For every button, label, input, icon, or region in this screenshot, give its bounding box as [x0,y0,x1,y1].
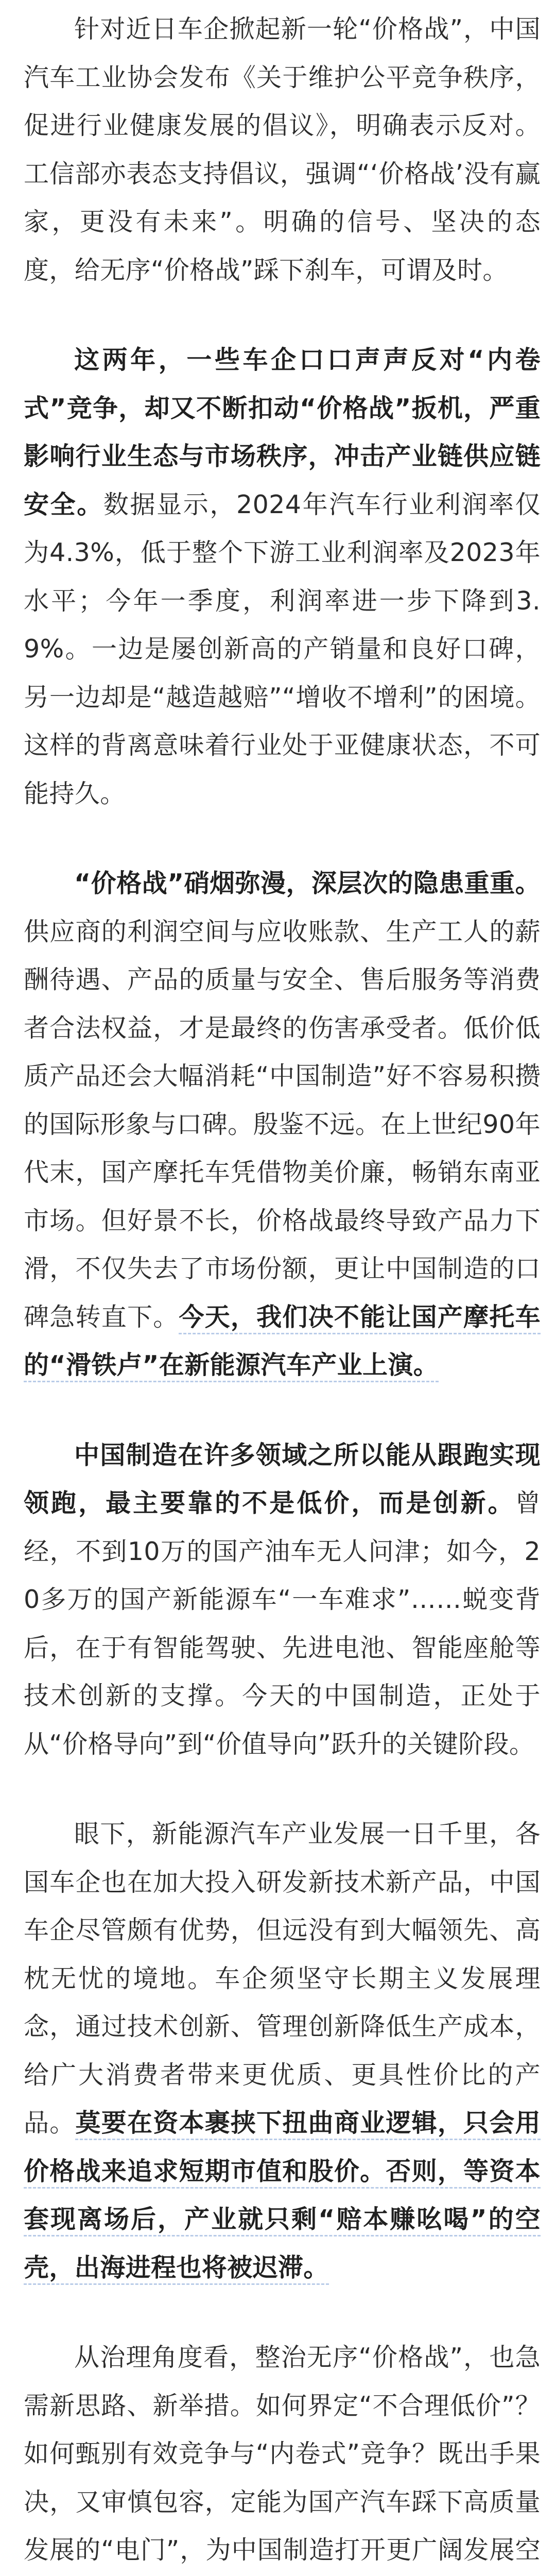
paragraph-3-bold-lead: “价格战”硝烟弥漫，深层次的隐患重重。 [74,869,541,898]
paragraph-5-text: 眼下，新能源汽车产业发展一日千里，各国车企也在加大投入研发新技术新产品，中国车企尽管颇有优势，但远没有到大幅领先、高枕无忧的境地。车企须坚守长期主义发展理念，通过技术创新、管理创新降低生产成本，给广大消费者带来更优质、更具性价比的产品。 [24,1819,541,2138]
paragraph-5-highlight: 莫要在资本裹挟下扭曲商业逻辑，只会用价格战来追求短期市值和股价。否则，等资本套现离场后，产业就只剩“赔本赚吆喝”的空壳，出海进程也将被迟滞。 [24,2108,541,2285]
paragraph-6 [24,2333,541,2576]
paragraph-2 [24,336,541,818]
paragraph-2-bold-lead: 这两年，一些车企口口声声反对“内卷式”竞争，却又不断扣动“价格战”扳机，严重影响行业生态与市场秩序，冲击产业链供应链安全。 [24,345,541,519]
paragraph-2-text: 数据显示，2024年汽车行业利润率仅为4.3%，低于整个下游工业利润率及2023年水平；今年一季度，利润率进一步下降到3.9%。一边是屡创新高的产销量和良好口碑，另一边却是“越造越赔”“增收不增利”的困境。这样的背离意味着行业处于亚健康状态，不可能持久。 [24,489,541,808]
paragraph-3-highlight: 今天，我们决不能让国产摩托车的“滑铁卢”在新能源汽车产业上演。 [24,1302,541,1383]
paragraph-3-text: 供应商的利润空间与应收账款、生产工人的薪酬待遇、产品的质量与安全、售后服务等消费者合法权益，才是最终的伤害承受者。低价低质产品还会大幅消耗“中国制造”好不容易积攒的国际形象与口碑。殷鉴不远。在上世纪90年代末，国产摩托车凭借物美价廉，畅销东南亚市场。但好景不长，价格战最终导致产品力下滑，不仅失去了市场份额，更让中国制造的口碑急转直下。 [24,917,541,1332]
paragraph-4 [24,1431,541,1769]
paragraph-4-text: 曾经，不到10万的国产油车无人问津；如今，20多万的国产新能源车“一车难求”……蜕变背后，在于有智能驾驶、先进电池、智能座舱等技术创新的支撑。今天的中国制造，正处于从“价格导向”到“价值导向”跃升的关键阶段。 [24,1488,541,1759]
paragraph-3 [24,859,541,1389]
paragraph-6-text: 从治理角度看，整治无序“价格战”，也急需新思路、新举措。如何界定“不合理低价”？如何甄别有效竞争与“内卷式”竞争？既出手果决，又审慎包容，定能为国产汽车踩下高质量发展的“电门”，为中国制造打开更广阔发展空 [24,2343,541,2565]
paragraph-4-bold-lead: 中国制造在许多领域之所以能从跟跑实现领跑，最主要靠的不是低价，而是创新。 [24,1440,541,1518]
paragraph-5 [24,1810,541,2292]
paragraph-1-text: 针对近日车企掀起新一轮“价格战”，中国汽车工业协会发布《关于维护公平竞争秩序，促进行业健康发展的倡议》，明确表示反对。工信部亦表态支持倡议，强调“‘价格战’没有赢家，更没有未来”。明确的信号、坚决的态度，给无序“价格战”踩下刹车，可谓及时。 [24,14,541,285]
paragraph-1 [24,5,541,294]
